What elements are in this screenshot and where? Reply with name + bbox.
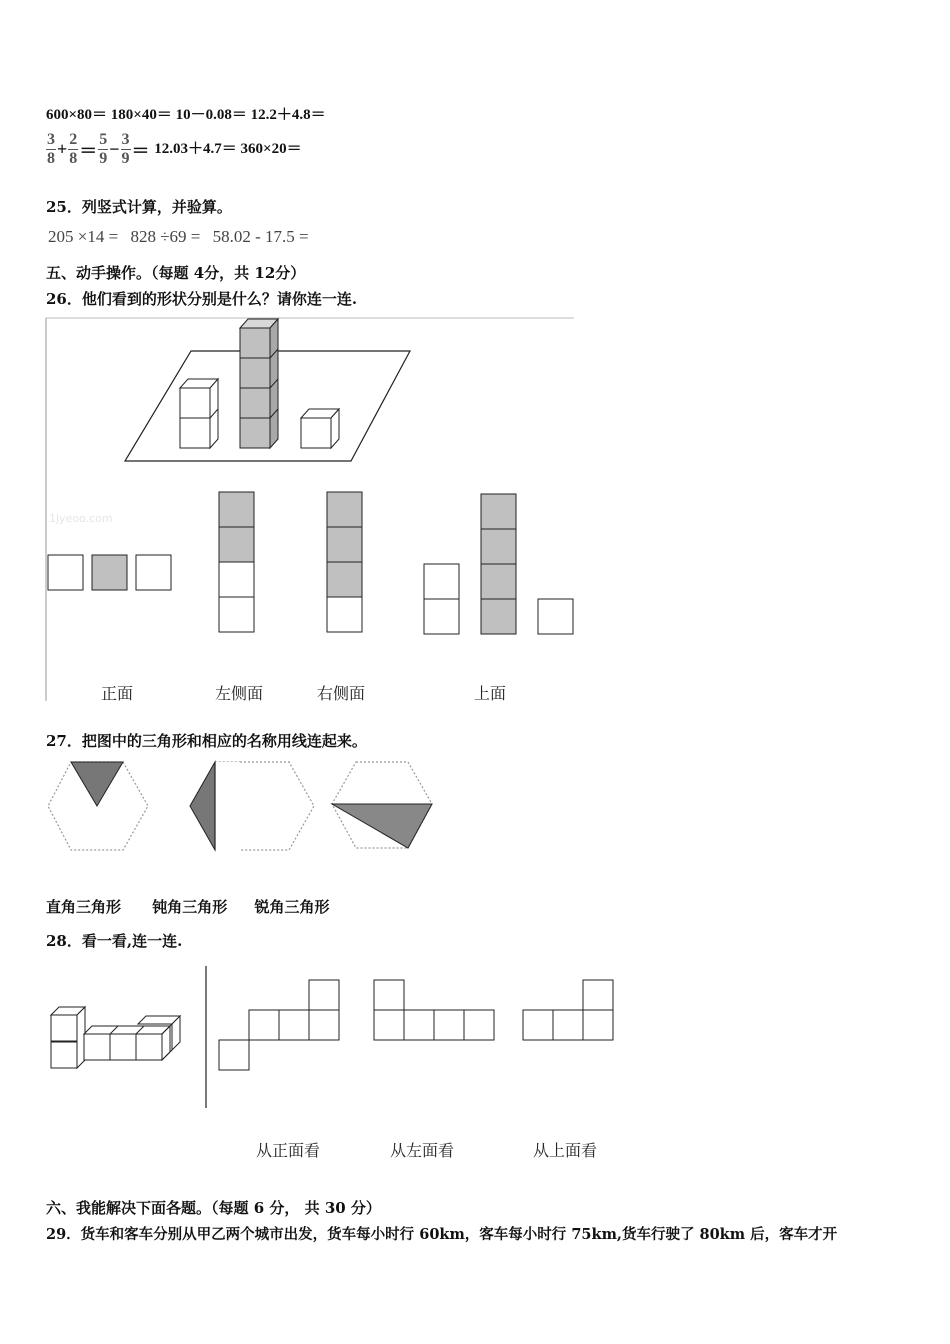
- section-5-title: 五、动手操作。（每题 4分，共 12分）: [46, 264, 306, 282]
- q27-figure: [46, 760, 446, 855]
- q28-title: 28．看一看,连一连.: [46, 932, 183, 950]
- label-from-front: 从正面看: [256, 1141, 321, 1160]
- fraction-4: $\frac{3}{9}$: [121, 131, 130, 167]
- view-option-4: [424, 494, 573, 634]
- vertical-calc-problems: [48, 227, 309, 247]
- obtuse-triangle: [190, 762, 215, 850]
- name-acute-triangle: 锐角三角形: [254, 898, 330, 916]
- cube-single-right: [301, 409, 339, 448]
- problem-2: 828 ÷69 =: [130, 227, 201, 246]
- triangle-names: [46, 896, 330, 917]
- equals-operator: ＝: [131, 140, 150, 161]
- q25-title: 25．列竖式计算，并验算。: [46, 198, 232, 216]
- view-c: [523, 980, 613, 1040]
- label-from-top: 从上面看: [533, 1141, 598, 1160]
- label-front: 正面: [101, 684, 134, 703]
- view-a: [219, 980, 339, 1070]
- problem-3: 58.02 - 17.5 =: [212, 227, 309, 246]
- calc-row-2: [46, 132, 302, 167]
- fraction-2: $\frac{2}{8}$: [69, 131, 78, 167]
- cube-solid: [51, 1007, 180, 1068]
- hexagon-1: [48, 762, 148, 850]
- name-obtuse-triangle: 钝角三角形: [152, 898, 228, 916]
- cube-stack-left: [180, 379, 218, 448]
- q27-title: 27．把图中的三角形和相应的名称用线连起来。: [46, 732, 367, 750]
- minus-operator: −: [109, 139, 120, 159]
- fraction-1: $\frac{3}{8}$: [47, 131, 55, 167]
- calc-row-1: 600×80＝ 180×40＝ 10－0.08＝ 12.2＋4.8＝: [46, 107, 326, 123]
- q29-text: 29．货车和客车分别从甲乙两个城市出发，货车每小时行 60km，客车每小时行 75km,货车行驶了 80km 后，客车才开: [46, 1226, 838, 1243]
- hexagon-2: [190, 762, 314, 850]
- view-b: [374, 980, 494, 1040]
- view-option-2: [219, 492, 254, 632]
- section-6-title: 六、我能解决下面各题。（每题 6 分， 共 30 分）: [46, 1199, 381, 1217]
- plus-operator: +: [57, 139, 68, 159]
- q28-figure: [46, 962, 626, 1112]
- q26-figure: [46, 318, 576, 703]
- cube-stack-middle: [240, 319, 278, 448]
- q26-title: 26．他们看到的形状分别是什么？请你连一连.: [46, 290, 358, 308]
- problem-1: 205 ×14 =: [48, 227, 119, 246]
- label-left-side: 左侧面: [215, 684, 264, 703]
- label-top: 上面: [474, 684, 507, 703]
- name-right-triangle: 直角三角形: [46, 898, 122, 916]
- calc-row-2-rest: 12.03＋4.7＝ 360×20＝: [150, 140, 302, 157]
- label-right-side: 右侧面: [317, 684, 366, 703]
- view-option-1: [48, 555, 171, 590]
- watermark: 1jyeoo.com: [49, 512, 113, 525]
- fraction-3: $\frac{5}{9}$: [99, 131, 108, 167]
- label-from-left: 从左面看: [390, 1141, 455, 1160]
- view-option-3: [327, 492, 362, 632]
- hexagon-3: [332, 762, 432, 848]
- equals-operator: ＝: [79, 140, 98, 161]
